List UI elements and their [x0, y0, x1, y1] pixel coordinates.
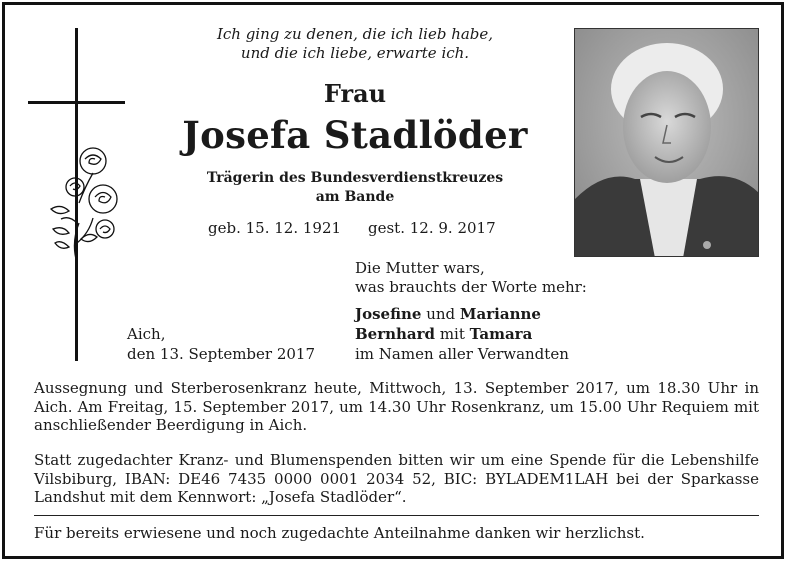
motto-line-2: und die ich liebe, erwarte ich. [240, 44, 470, 62]
cross-bar [28, 101, 125, 104]
notice-date: den 13. September 2017 [127, 345, 316, 363]
mourners-line-2 [355, 325, 532, 344]
mourner-name: Josefine [355, 305, 422, 323]
motto-line-1: Ich ging zu denen, die ich lieb habe, [216, 25, 494, 43]
portrait-image [575, 29, 759, 257]
mourners-relatives: im Namen aller Verwandten [355, 345, 569, 363]
funeral-details: Aussegnung und Sterberosenkranz heute, Mittwoch, 13. September 2017, um 18.30 Uhr in Aich. Am Freitag, 15. September 2017, um 14.30 Uhr Rosenkranz, um 15.00 Uhr Requiem mit anschließender Beerdigung in Aich. [34, 379, 759, 434]
mourner-conjunction: mit [435, 325, 470, 343]
death-date: gest. 12. 9. 2017 [368, 219, 496, 237]
donation-request: Statt zugedachter Kranz- und Blumenspenden bitten wir um eine Spende für die Lebenshilfe Vilsbiburg, IBAN: DE46 7435 0000 0001 2034 52, BIC: BYLADEM1LAH bei der Sparkasse Landshut mit dem Kennwort: „Josefa Stadlöder“. [34, 451, 759, 506]
obituary-notice [2, 2, 784, 559]
honor-line-2: am Bande [315, 189, 395, 205]
quote-line-1: Die Mutter wars, [355, 259, 485, 277]
mourner-conjunction: und [421, 305, 460, 323]
mourner-name: Marianne [459, 305, 541, 323]
thanks-note: Für bereits erwiesene und noch zugedachte Anteilnahme danken wir herzlichst. [34, 524, 645, 542]
portrait-photo [574, 28, 759, 257]
deceased-name: Josefa Stadlöder [182, 113, 528, 157]
salutation: Frau [323, 79, 387, 108]
divider [34, 515, 759, 516]
quote-line-2: was brauchts der Worte mehr: [355, 278, 587, 296]
mourner-name: Bernhard [355, 325, 436, 343]
mourners-line-1 [355, 305, 541, 324]
place: Aich, [127, 325, 166, 343]
honor-line-1: Trägerin des Bundesverdienstkreuzes [206, 170, 504, 186]
roses-icon [41, 143, 121, 293]
birth-date: geb. 15. 12. 1921 [208, 219, 342, 237]
mourner-name: Tamara [469, 325, 533, 343]
